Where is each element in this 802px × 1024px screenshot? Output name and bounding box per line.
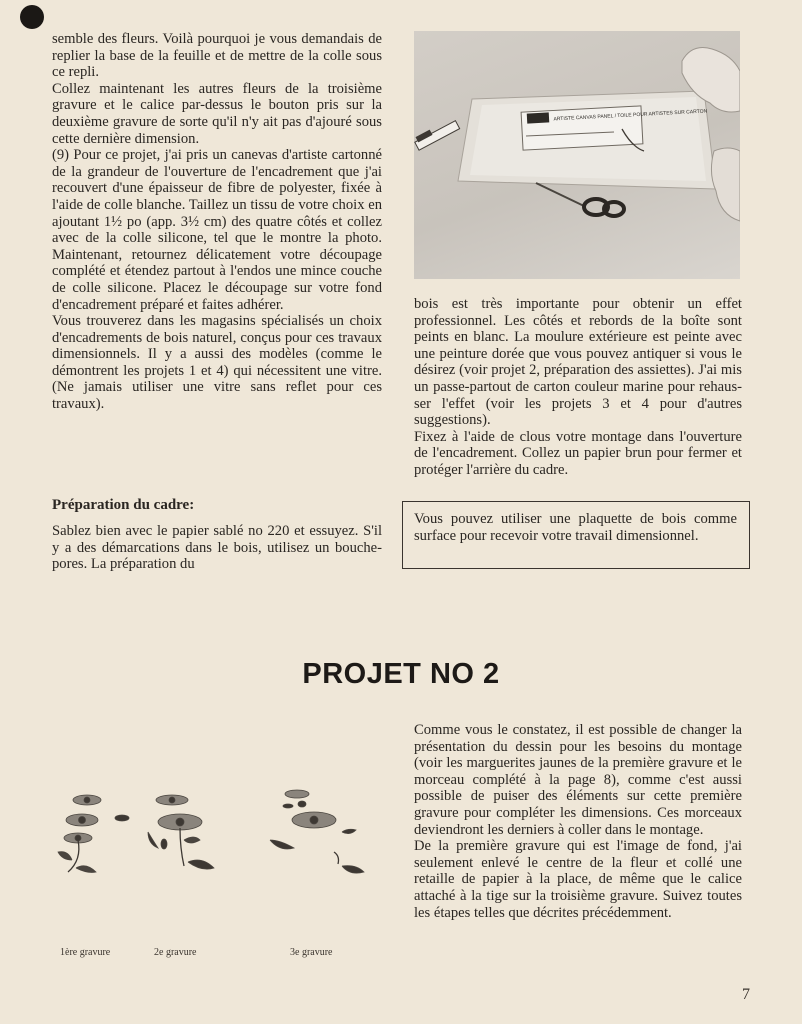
left-column [52, 31, 382, 413]
photo-label: ARTISTE CANVAS PANEL / TOILE POUR ARTISTES SUR CARTON [553, 108, 708, 123]
photo-illustration [414, 31, 740, 279]
section-heading: Préparation du cadre: [52, 497, 195, 513]
caption-engraving-2: 2e gravure [154, 947, 197, 958]
punch-hole [20, 5, 44, 29]
section-paragraph: Sablez bien avec le papier sablé no 220 et essuyez. S'il y a des démarcations dans le bois, utilisez un bouche-pores. La préparation du [52, 523, 382, 573]
page-number: 7 [742, 986, 750, 1003]
project-paragraph-1: Comme vous le constatez, il est possible de changer la présentation du dessin pour les besoins du montage (voir les marguerites jaunes de la première gravure et le morceau complété à la page 8), comme c'est aussi possible de puiser des éléments sur cette première gravure pour compléter les dimensions. Ces morceaux deviendront les derniers à coller dans le montage. [414, 722, 742, 838]
engraving-3 [270, 790, 364, 873]
left-column-bottom [52, 523, 382, 573]
note-text: Vous pouvez utiliser une plaquette de bois comme surface pour recevoir votre travail dimensionnel. [414, 511, 737, 544]
caption-engraving-1: 1ère gravure [60, 947, 111, 958]
project-title: PROJET NO 2 [302, 658, 500, 690]
right-column [414, 296, 742, 479]
left-paragraph-4: Vous trouverez dans les magasins spécialisés un choix d'encadrements de bois naturel, conçus pour ces travaux dimensionnels. Il y a aussi des modèles (comme le démontrent les projets 1 et 4) qui nécessitent une vitre. (Ne jamais utiliser une vitre sans reflet pour ces travaux). [52, 313, 382, 413]
left-paragraph-1: semble des fleurs. Voilà pourquoi je vous demandais de replier la base de la feuille et de mettre de la colle sous ce repli. [52, 31, 382, 81]
right-paragraph-1: bois est très importante pour obtenir un effet professionnel. Les côtés et rebords de la boîte sont peints en blanc. La moulure extérieure est peinte avec une peinture dorée que vous pouvez antiquer si vous le désirez (voir projet 2, préparation des assiettes). J'ai mis un passe-partout de carton couleur marine pour rehausser l'effet (voir les projets 3 et 4 pour d'autres suggestions). [414, 296, 742, 429]
caption-engraving-3: 3e gravure [290, 947, 333, 958]
engraving-1 [58, 795, 129, 873]
photo-canvas-panel [414, 31, 740, 279]
engraving-2 [148, 795, 214, 869]
right-paragraph-2: Fixez à l'aide de clous votre montage dans l'ouverture de l'encadrement. Collez un papier brun pour fermer et protéger l'arrière du cadre. [414, 428, 742, 478]
note-box [402, 501, 750, 569]
project-text-column [414, 722, 742, 921]
engravings-illustration [52, 780, 392, 900]
left-paragraph-3: (9) Pour ce projet, j'ai pris un canevas d'artiste cartonné de la grandeur de l'ouverture de l'encadrement que j'ai recouvert d'une épaisseur de fibre de polyester, fixée à l'aide de colle blanche. Taillez un tissu de votre choix en ajoutant 1½ po (app. 3½ cm) des quatre côtés et collez avec de la colle silicone, tel que le montre la photo. Maintenant, retournez délicatement votre découpage complété et étendez partout à l'endos une mince couche de colle silicone. Placez le découpage sur votre fond d'encadrement préparé et faites adhérer. [52, 147, 382, 313]
left-paragraph-2: Collez maintenant les autres fleurs de la troisième gravure et le calice par-dessus le bouton pris sur la deuxième gravure de sorte qu'il n'y ait pas d'ajouré sous cette dernière dimension. [52, 80, 382, 147]
project-paragraph-2: De la première gravure qui est l'image de fond, j'ai seulement enlevé le centre de la fleur et collé une retaille de papier à la place, de même que le calice attaché à la tige sur la troisième gravure. Suivez toutes les étapes telles que décrites précédemment. [414, 838, 742, 921]
